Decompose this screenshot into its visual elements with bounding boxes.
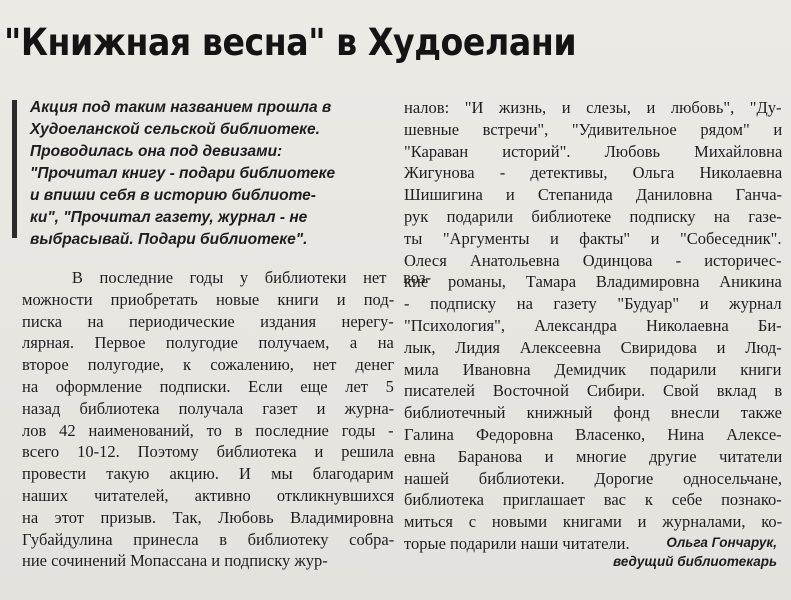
body-line: второе полугодие, к сожалению, нет денег — [22, 355, 395, 375]
article-lead — [30, 97, 390, 251]
body-line: налов: "И жизнь, и слезы, и любовь", "Ду- — [404, 98, 782, 117]
article-signature — [613, 533, 777, 571]
lead-line: Худоеланской сельской библиотеке. — [30, 121, 320, 138]
lead-line: ки", "Прочитал газету, журнал - не — [30, 209, 308, 226]
body-line: всего 10-12. Поэтому библиотека и решила — [22, 442, 394, 462]
body-line: мила Ивановна Демидчик подарили книги — [404, 359, 782, 379]
body-line: Шишигина и Степанида Даниловна Ганча- — [404, 185, 783, 205]
lead-line: "Прочитал книгу - подари библиотеке — [30, 165, 336, 182]
body-line: Олеся Анатольевна Одинцова - историчес- — [404, 250, 782, 270]
lead-line: Акция под таким названием прошла в — [30, 99, 332, 116]
body-line: ты "Аргументы и факты" и "Собеседник". — [404, 228, 782, 248]
body-column-left — [22, 267, 432, 572]
body-line: писателей Восточной Сибири. Свой вклад в — [404, 381, 783, 401]
body-line: В последние годы у библиотеки нет воз- — [22, 268, 432, 287]
body-line: "Психология", Александра Николаевна Би- — [404, 315, 782, 335]
article-title: "Книжная весна" в Худоелани — [4, 21, 577, 64]
body-line: Губайдулина принесла в библиотеку собра- — [22, 529, 395, 549]
body-line: лярная. Первое полугодие получаем, а на — [22, 333, 394, 353]
body-line: библиотечный книжный фонд внесли также — [404, 403, 782, 423]
body-column-right — [404, 97, 782, 555]
body-line: - подписку на газету "Будуар" и журнал — [404, 294, 782, 314]
body-line: Жигунова - детективы, Ольга Николаевна — [404, 163, 783, 183]
lead-line: Проводилась она под девизами: — [30, 143, 283, 160]
body-line: миться с новыми книгами и журналами, ко- — [404, 512, 783, 532]
body-line: можности приобретать новые книги и под- — [22, 289, 395, 309]
body-line: нашей библиотеки. Дорогие односельчане, — [404, 468, 783, 488]
author-name: Ольга Гончарук, — [666, 535, 777, 550]
body-line: торые подарили наши читатели. — [404, 533, 630, 553]
body-line: наших читателей, активно откликнувшихся — [22, 485, 395, 505]
body-line: Галина Федоровна Власенко, Нина Алексе- — [404, 424, 782, 444]
body-line: ние сочинений Мопассана и подписку жур- — [22, 551, 328, 571]
body-line: шевные встречи", "Удивительное рядом" и — [404, 119, 783, 139]
body-line: рук подарили библиотеке подписку на газе- — [404, 206, 782, 226]
body-line: писка на периодические издания нерегу- — [22, 311, 394, 331]
body-line: библиотека приглашает вас к себе познако- — [404, 490, 782, 510]
lead-accent-bar — [12, 100, 17, 238]
body-line: "Караван историй". Любовь Михайловна — [404, 141, 783, 161]
body-line: провести такую акцию. И мы благодарим — [22, 464, 394, 484]
lead-line: и впиши себя в историю библиоте- — [30, 187, 316, 204]
body-line: евна Баранова и многие другие читатели — [404, 446, 783, 466]
lead-line: выбрасывай. Подари библиотеке". — [30, 231, 308, 248]
body-line: лык, Лидия Алексеевна Свиридова и Люд- — [404, 337, 782, 357]
body-line: назад библиотека получала газет и журна- — [22, 398, 395, 418]
body-line: на оформление подписки. Если еще лет 5 — [22, 376, 394, 396]
author-role: ведущий библиотекарь — [613, 554, 777, 569]
body-line: лов 42 наименований, то в последние годы - — [22, 420, 394, 440]
body-line: кие романы, Тамара Владимировна Аникина — [404, 272, 782, 292]
body-line: на этот призыв. Так, Любовь Владимировна — [22, 507, 394, 527]
